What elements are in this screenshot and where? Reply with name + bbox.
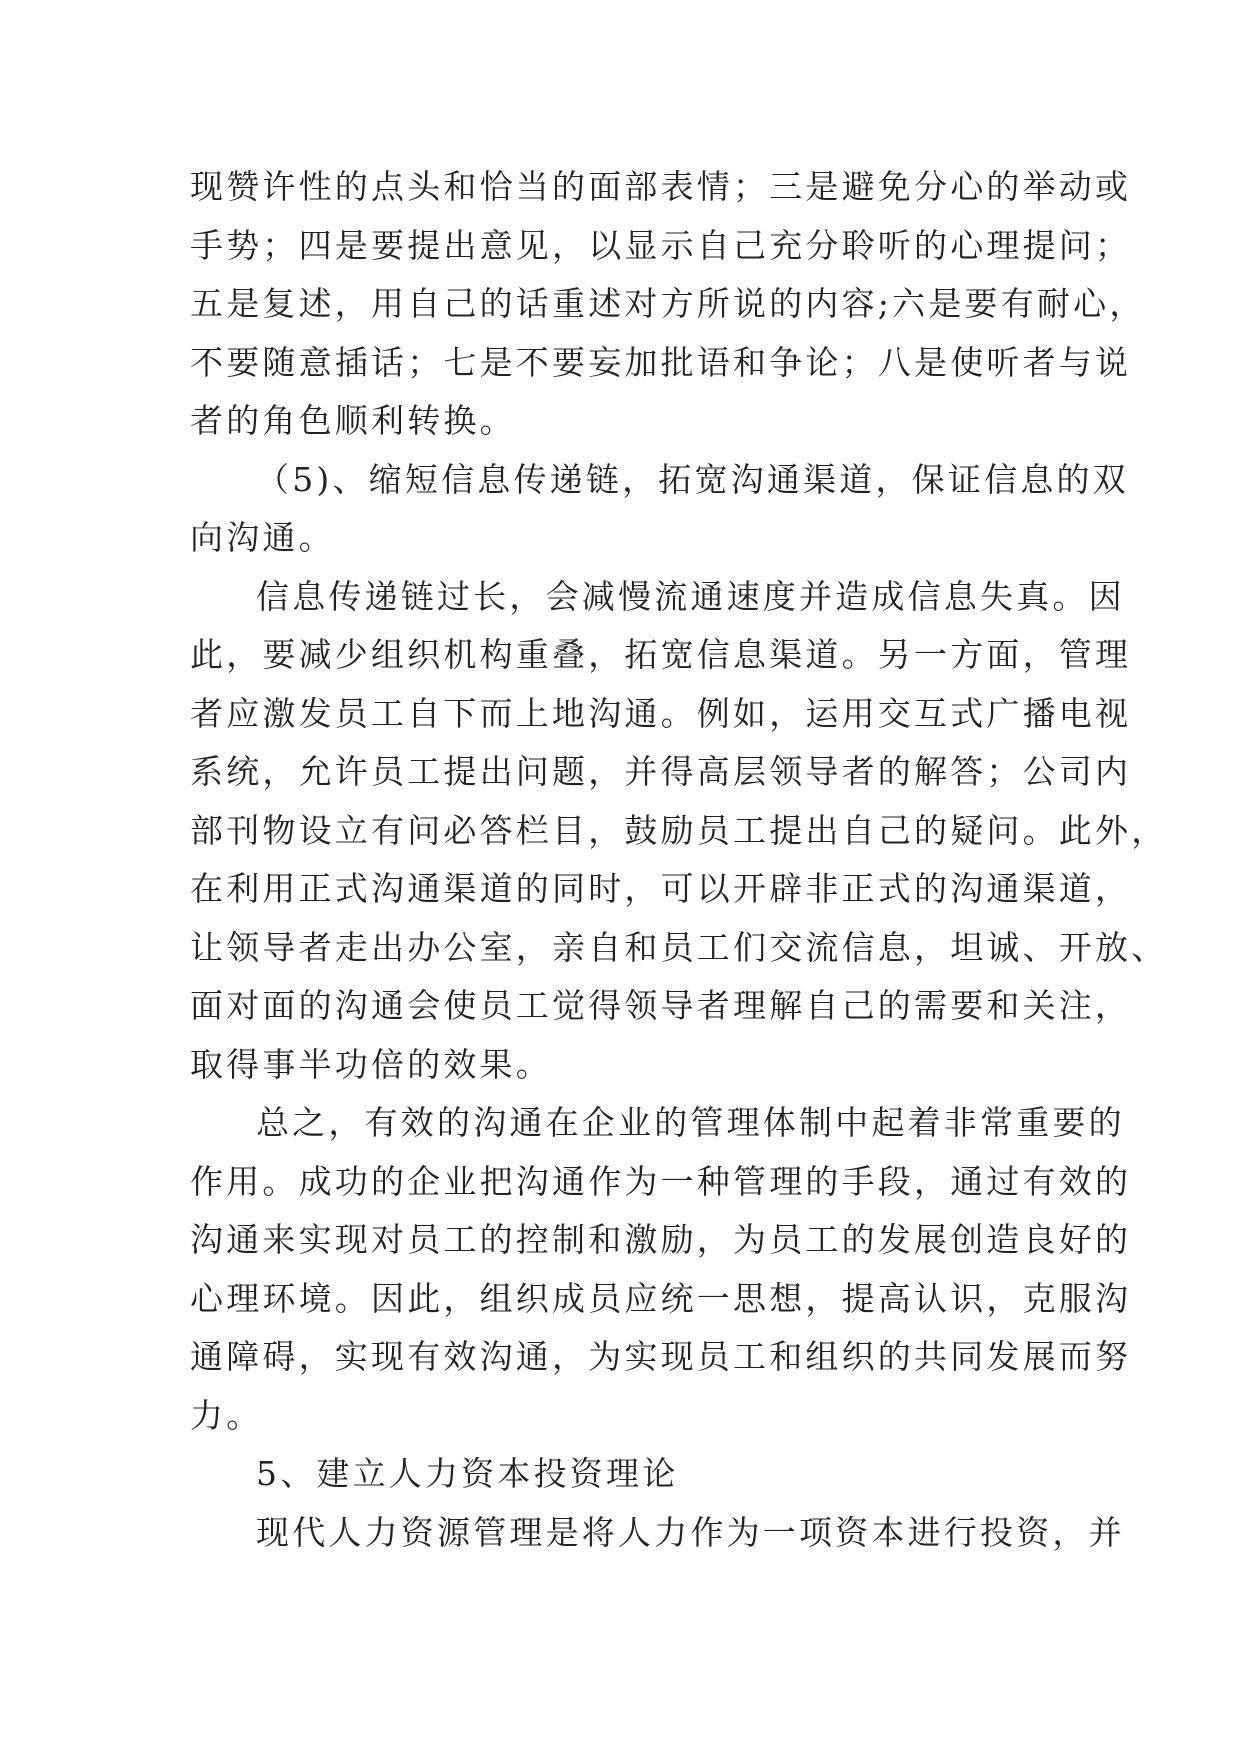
paragraph-start: 现代人力资源管理是将人力作为一项资本进行投资，并	[256, 1512, 1125, 1552]
text-line: 系统，允许员工提出问题，并得高层领导者的解答；公司内	[190, 752, 1132, 791]
text-line: 取得事半功倍的效果。	[190, 1044, 552, 1084]
section-heading: （5)、缩短信息传递链，拓宽沟通渠道，保证信息的双	[256, 459, 1129, 499]
section-heading: 5、建立人力资本投资理论	[256, 1454, 679, 1493]
text-line: 现赞许性的点头和恰当的面部表情；三是避免分心的举动或	[190, 167, 1132, 206]
text-line: 沟通来实现对员工的控制和激励，为员工的发展创造良好的	[190, 1220, 1132, 1259]
text-line: 五是复述，用自己的话重述对方所说的内容;六是要有耐心，	[190, 284, 1146, 323]
text-line: 作用。成功的企业把沟通作为一种管理的手段，通过有效的	[190, 1161, 1132, 1201]
text-line: 手势；四是要提出意见，以显示自己充分聆听的心理提问；	[190, 225, 1132, 265]
text-line: 此，要减少组织机构重叠，拓宽信息渠道。另一方面，管理	[190, 635, 1132, 674]
text-line: 向沟通。	[190, 518, 335, 557]
body-text	[190, 158, 1168, 1562]
text-line: 部刊物设立有问必答栏目，鼓励员工提出自己的疑问。此外，	[190, 810, 1168, 850]
paragraph-start: 信息传递链过长，会减慢流通速度并造成信息失真。因	[256, 576, 1125, 616]
paragraph-start: 总之，有效的沟通在企业的管理体制中起着非常重要的	[256, 1103, 1125, 1142]
text-line: 让领导者走出办公室，亲自和员工们交流信息，坦诚、开放、	[190, 927, 1168, 967]
text-line: 不要随意插话；七是不要妄加批语和争论；八是使听者与说	[190, 342, 1132, 382]
text-line: 力。	[190, 1395, 263, 1435]
text-line: 面对面的沟通会使员工觉得领导者理解自己的需要和关注，	[190, 986, 1132, 1025]
text-line: 者应激发员工自下而上地沟通。例如，运用交互式广播电视	[190, 693, 1132, 733]
text-line: 者的角色顺利转换。	[190, 401, 516, 440]
text-line: 通障碍，实现有效沟通，为实现员工和组织的共同发展而努	[190, 1337, 1132, 1376]
text-line: 心理环境。因此，组织成员应统一思想，提高认识，克服沟	[190, 1278, 1132, 1318]
text-line: 在利用正式沟通渠道的同时，可以开辟非正式的沟通渠道，	[190, 869, 1132, 908]
